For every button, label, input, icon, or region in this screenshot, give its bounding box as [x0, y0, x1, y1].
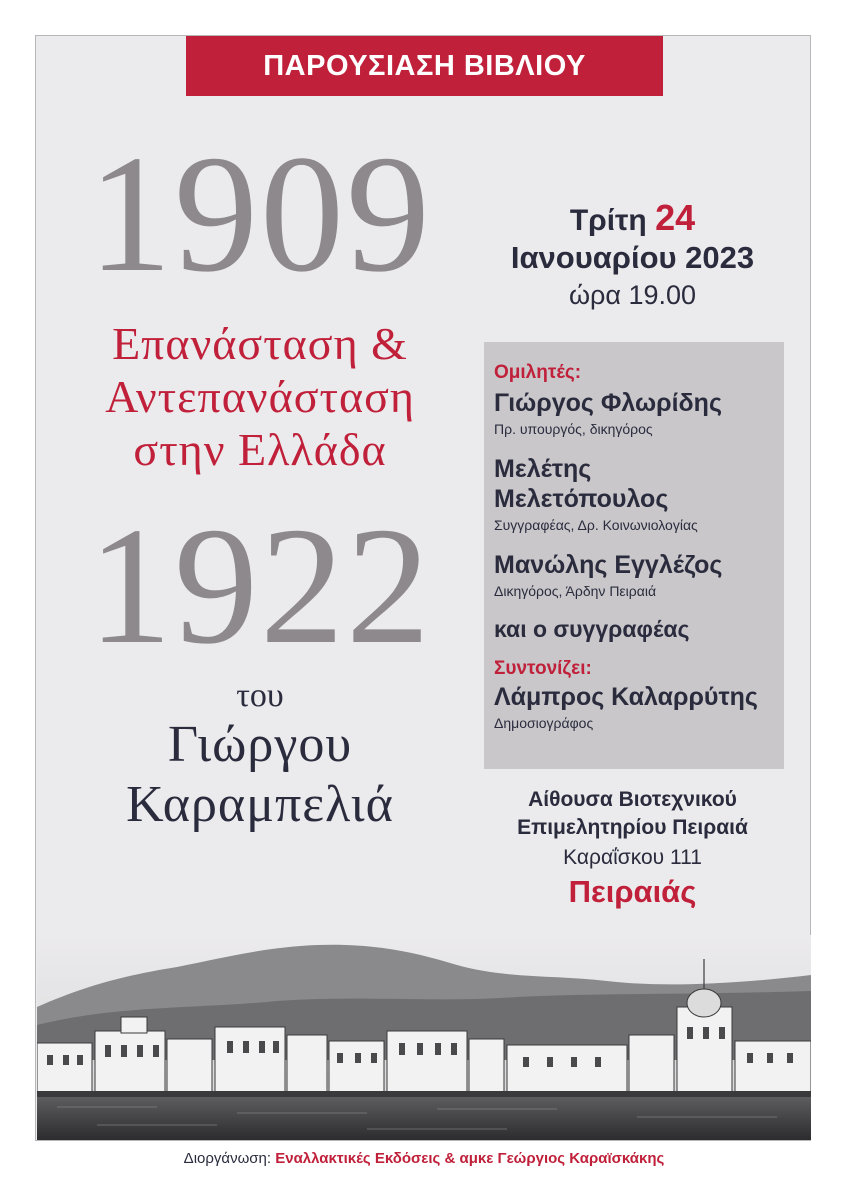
speakers-box [484, 342, 784, 769]
author-prefix: του [236, 677, 284, 714]
day-number: 24 [655, 197, 696, 238]
speaker-name: Γιώργος Φλωρίδης [494, 389, 722, 417]
author-last-name: Καραμπελιά [126, 775, 394, 833]
moderator-role: Δημοσιογράφος [494, 714, 594, 731]
moderator-name: Λάμπρος Καλαρρύτης [494, 682, 758, 711]
speaker-role: Συγγραφέας, Δρ. Κοινωνιολογίας [494, 517, 698, 533]
venue-line-2: Επιμελητηρίου Πειραιά [517, 816, 748, 840]
speakers-label: Ομιλητές: [494, 362, 582, 383]
moderator-label: Συντονίζει: [494, 657, 592, 679]
speaker-role: Δικηγόρος, Άρδην Πειραιά [494, 583, 657, 599]
subtitle-line-1: Επανάσταση & [112, 318, 408, 369]
banner-text: ΠΑΡΟΥΣΙΑΣΗ ΒΙΒΛΙΟΥ [263, 49, 586, 82]
venue [470, 786, 795, 910]
venue-line-1: Αίθουσα Βιοτεχνικού [528, 788, 737, 811]
speaker-role: Πρ. υπουργός, δικηγόρος [494, 421, 653, 437]
year-start: 1909 [88, 121, 432, 307]
event-type-banner [186, 36, 663, 96]
speaker-name-line-1: Μελέτης [494, 455, 592, 483]
subtitle-line-3: στην Ελλάδα [133, 423, 387, 475]
footer-prefix: Διοργάνωση: [183, 1150, 272, 1167]
harbor-photo [37, 935, 811, 1140]
book-subtitle [40, 318, 480, 477]
footer-organizers: Εναλλακτικές Εκδόσεις & αμκε Γεώργιος Καραϊσκάκης [275, 1150, 665, 1167]
speaker-name-line-2: Μελετόπουλος [494, 485, 669, 513]
speaker-name: Μανώλης Εγγλέζος [494, 551, 723, 579]
venue-address: Καραΐσκου 111 [563, 845, 702, 869]
month-year: Ιανουαρίου 2023 [510, 240, 755, 276]
event-time: ώρα 19.00 [568, 279, 697, 310]
venue-city: Πειραιάς [568, 874, 697, 910]
author-first-name: Γιώργου [167, 716, 353, 774]
footer [0, 1150, 848, 1167]
author-note: και ο συγγραφέας [494, 616, 690, 642]
event-date [470, 196, 795, 313]
year-end: 1922 [88, 493, 432, 679]
day-name: Τρίτη [569, 204, 647, 237]
subtitle-line-2: Αντεπανάσταση [105, 370, 415, 422]
book-author [40, 676, 480, 835]
